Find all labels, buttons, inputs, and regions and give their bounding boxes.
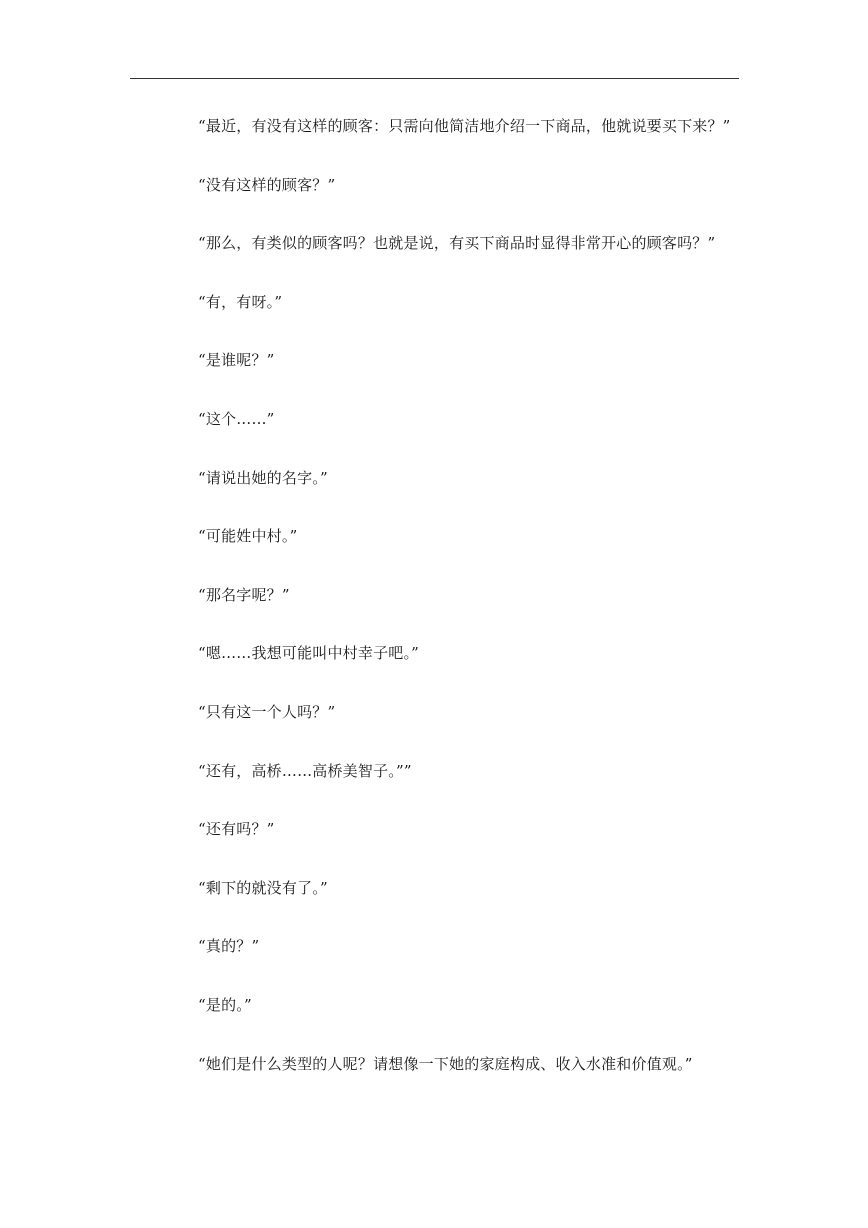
dialogue-line: “真的？”	[198, 937, 260, 956]
dialogue-line: “是的。”	[198, 995, 252, 1014]
dialogue-line: “请说出她的名字。”	[198, 468, 328, 487]
dialogue-line: “还有，高桥……高桥美智子。””	[198, 761, 412, 780]
dialogue-line: “这个……”	[198, 409, 275, 428]
dialogue-line: “还有吗？”	[198, 820, 275, 839]
dialogue-line: “没有这样的顾客？”	[198, 175, 336, 194]
dialogue-line: “嗯……我想可能叫中村幸子吧。”	[198, 644, 420, 663]
dialogue-list	[198, 113, 778, 1109]
dialogue-line: “有，有呀。”	[198, 292, 283, 311]
dialogue-line: “可能姓中村。”	[198, 527, 298, 546]
dialogue-line: “她们是什么类型的人呢？请想像一下她的家庭构成、收入水准和价值观。”	[198, 1054, 693, 1073]
dialogue-line: “最近，有没有这样的顾客：只需向他简洁地介绍一下商品，他就说要买下来？”	[198, 117, 731, 135]
dialogue-line: “剩下的就没有了。”	[198, 878, 328, 897]
header-rule	[130, 78, 739, 79]
dialogue-line: “那么，有类似的顾客吗？也就是说，有买下商品时显得非常开心的顾客吗？”	[198, 234, 716, 253]
dialogue-line: “是谁呢？”	[198, 351, 275, 370]
dialogue-line: “那名字呢？”	[198, 585, 290, 604]
dialogue-line: “只有这一个人吗？”	[198, 702, 336, 721]
